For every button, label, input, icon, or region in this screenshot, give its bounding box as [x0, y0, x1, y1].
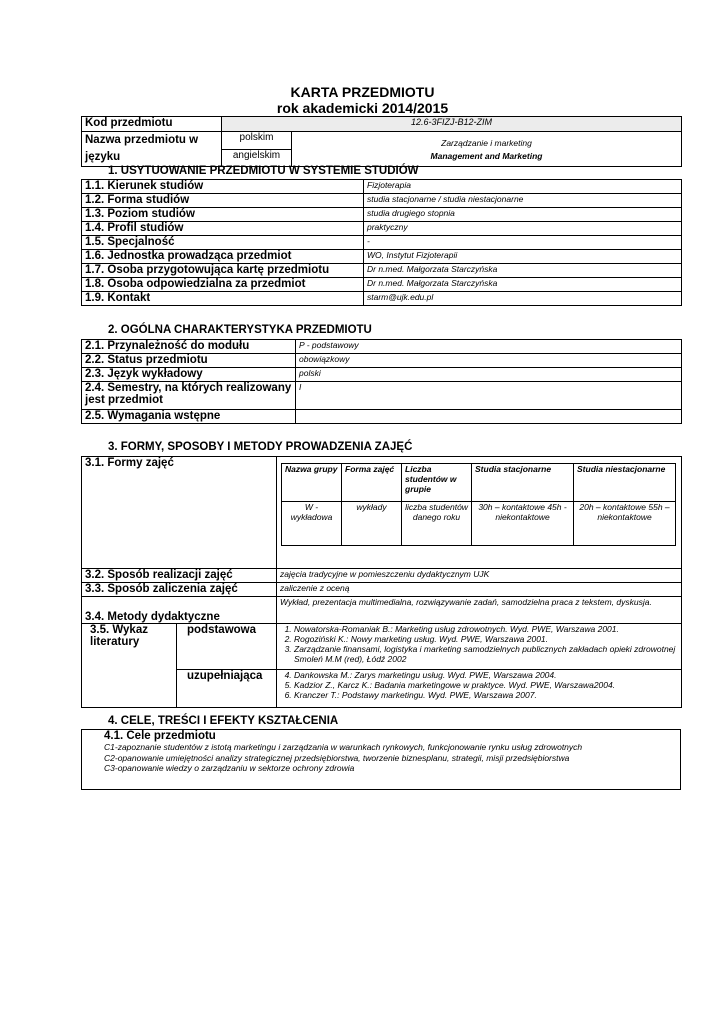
- row-value: studia drugiego stopnia: [364, 208, 682, 222]
- row-value: Dr n.med. Małgorzata Starczyńska: [364, 264, 682, 278]
- row-label: 2.2. Status przedmiotu: [82, 354, 296, 368]
- table-row: [82, 180, 682, 194]
- table-row: [82, 208, 682, 222]
- lang-pl: polskim: [222, 132, 292, 150]
- row-label: 1.2. Forma studiów: [82, 194, 364, 208]
- literature-item: 1. Nowatorska-Romaniak B.: Marketing usług zdrowotnych. Wyd. PWE, Warszawa 2001.: [294, 624, 678, 634]
- code-label: Kod przedmiotu: [82, 117, 222, 132]
- document-title: KARTA PRZEDMIOTU: [290, 84, 435, 100]
- row-label: 1.5. Specjalność: [82, 236, 364, 250]
- cell-stationary: 30h – kontaktowe 45h - niekontaktowe: [472, 502, 574, 546]
- head-extramural: Studia niestacjonarne: [574, 464, 676, 502]
- goal-item: C1-zapoznanie studentów z istotą marketingu i zarządzania w warunkach rynkowych, funkcjonowanie rynku usług zdrowotnych: [104, 742, 583, 752]
- row-value: polski: [296, 368, 682, 382]
- row-label: 1.3. Poziom studiów: [82, 208, 364, 222]
- section-2-title: 2. OGÓLNA CHARAKTERYSTYKA PRZEDMIOTU: [108, 324, 372, 336]
- table-row: [82, 194, 682, 208]
- code-value: 12.6-3FIZJ-B12-ZIM: [222, 117, 682, 132]
- row-label: 1.9. Kontakt: [82, 292, 364, 306]
- row-label: 2.5. Wymagania wstępne: [82, 410, 296, 424]
- table-row: [82, 354, 682, 368]
- cell-extramural: 20h – kontaktowe 55h – niekontaktowe: [574, 502, 676, 546]
- literature-item: 5. Kadzior Z., Karcz K.: Badania marketingowe w praktyce. Wyd. PWE, Warszawa2004.: [294, 680, 678, 690]
- row-value: [296, 410, 682, 424]
- row-label: 2.3. Język wykładowy: [82, 368, 296, 382]
- row-label: 1.8. Osoba odpowiedzialna za przedmiot: [82, 278, 364, 292]
- row-label: 1.1. Kierunek studiów: [82, 180, 364, 194]
- literature-label: 3.5. Wykaz literatury: [82, 624, 177, 708]
- realization-label: 3.2. Sposób realizacji zajęć: [82, 569, 277, 583]
- head-form: Forma zajęć: [342, 464, 402, 502]
- row-value: Dr n.med. Małgorzata Starczyńska: [364, 278, 682, 292]
- lit-basic-label: podstawowa: [177, 624, 277, 670]
- course-code-table: [81, 116, 682, 167]
- table-row: [82, 222, 682, 236]
- table-row: [82, 340, 682, 354]
- credit-label: 3.3. Sposób zaliczenia zajęć: [82, 583, 277, 597]
- section-3-table: [81, 456, 682, 708]
- row-label: 1.4. Profil studiów: [82, 222, 364, 236]
- row-value: I: [296, 382, 682, 410]
- row-label: 2.4. Semestry, na których realizowany jest przedmiot: [82, 382, 296, 410]
- table-row: [82, 410, 682, 424]
- goal-item: C3-opanowanie wiedzy o zarządzaniu w sektorze ochrony zdrowia: [104, 763, 355, 773]
- row-value: obowiązkowy: [296, 354, 682, 368]
- cell-form: wykłady: [342, 502, 402, 546]
- literature-item: 6. Kranczer T.: Podstawy marketingu. Wyd. PWE, Warszawa 2007.: [294, 690, 678, 700]
- literature-item: 3. Zarządzanie finansami, logistyka i marketing samodzielnych publicznych zakładach opieki zdrowotnej Smoleń M.M (red), Łódź 2002: [294, 644, 678, 664]
- literature-item: 4. Dankowska M.: Zarys marketingu usług. Wyd. PWE, Warszawa 2004.: [294, 670, 678, 680]
- table-row: [82, 236, 682, 250]
- credit-value: zaliczenie z oceną: [277, 583, 682, 597]
- table-row: [82, 368, 682, 382]
- lang-en: angielskim: [222, 149, 292, 167]
- table-row: [82, 292, 682, 306]
- name-label: Nazwa przedmiotu w języku: [82, 132, 222, 167]
- row-value: WO, Instytut Fizjoterapii: [364, 250, 682, 264]
- head-stationary: Studia stacjonarne: [472, 464, 574, 502]
- realization-value: zajęcia tradycyjne w pomieszczeniu dydaktycznym UJK: [277, 569, 682, 583]
- section-1-title: 1. USYTUOWANIE PRZEDMIOTU W SYSTEMIE STUDIÓW: [108, 165, 419, 177]
- literature-item: 2. Rogoziński K.: Nowy marketing usług. Wyd. PWE, Warszawa 2001.: [294, 634, 678, 644]
- row-value: P - podstawowy: [296, 340, 682, 354]
- table-row: [82, 264, 682, 278]
- row-label: 1.6. Jednostka prowadząca przedmiot: [82, 250, 364, 264]
- table-row: [82, 382, 682, 410]
- row-value: -: [364, 236, 682, 250]
- cell-count: liczba studentów danego roku: [402, 502, 472, 546]
- goals-label: 4.1. Cele przedmiotu: [104, 730, 216, 742]
- section-3-title: 3. FORMY, SPOSOBY I METODY PROWADZENIA ZAJĘĆ: [108, 441, 413, 453]
- academic-year: rok akademicki 2014/2015: [276, 100, 449, 116]
- forms-label: 3.1. Formy zajęć: [82, 457, 277, 569]
- lit-extra-label: uzupełniająca: [177, 670, 277, 708]
- table-row: [82, 250, 682, 264]
- section-1-table: [81, 179, 682, 306]
- row-value: studia stacjonarne / studia niestacjonarne: [364, 194, 682, 208]
- row-label: 2.1. Przynależność do modułu: [82, 340, 296, 354]
- name-en: Management and Marketing: [430, 151, 543, 161]
- head-group: Nazwa grupy: [282, 464, 342, 502]
- lit-extra-list: [280, 670, 678, 700]
- section-4-title: 4. CELE, TREŚCI I EFEKTY KSZTAŁCENIA: [108, 715, 339, 727]
- table-row: [82, 278, 682, 292]
- row-value: Fizjoterapia: [364, 180, 682, 194]
- section-4-table: [81, 729, 681, 790]
- name-pl: Zarządzanie i marketing: [441, 138, 532, 148]
- row-label: 1.7. Osoba przygotowująca kartę przedmiotu: [82, 264, 364, 278]
- methods-value: Wykład, prezentacja multimedialna, rozwiązywanie zadań, samodzielna praca z tekstem, dyskusja.: [277, 597, 682, 624]
- cell-group: W - wykładowa: [282, 502, 342, 546]
- forms-table: [281, 463, 676, 546]
- head-count: Liczba studentów w grupie: [402, 464, 472, 502]
- section-2-table: [81, 339, 682, 424]
- goal-item: C2-opanowanie umiejętności analizy strategicznej przedsiębiorstwa, tworzenie biznesplanu, strategii, misji przedsiębiorstwa: [104, 752, 570, 763]
- methods-label: 3.4. Metody dydaktyczne: [82, 597, 277, 624]
- row-value: praktyczny: [364, 222, 682, 236]
- lit-basic-list: [280, 624, 678, 664]
- row-value: starm@ujk.edu.pl: [364, 292, 682, 306]
